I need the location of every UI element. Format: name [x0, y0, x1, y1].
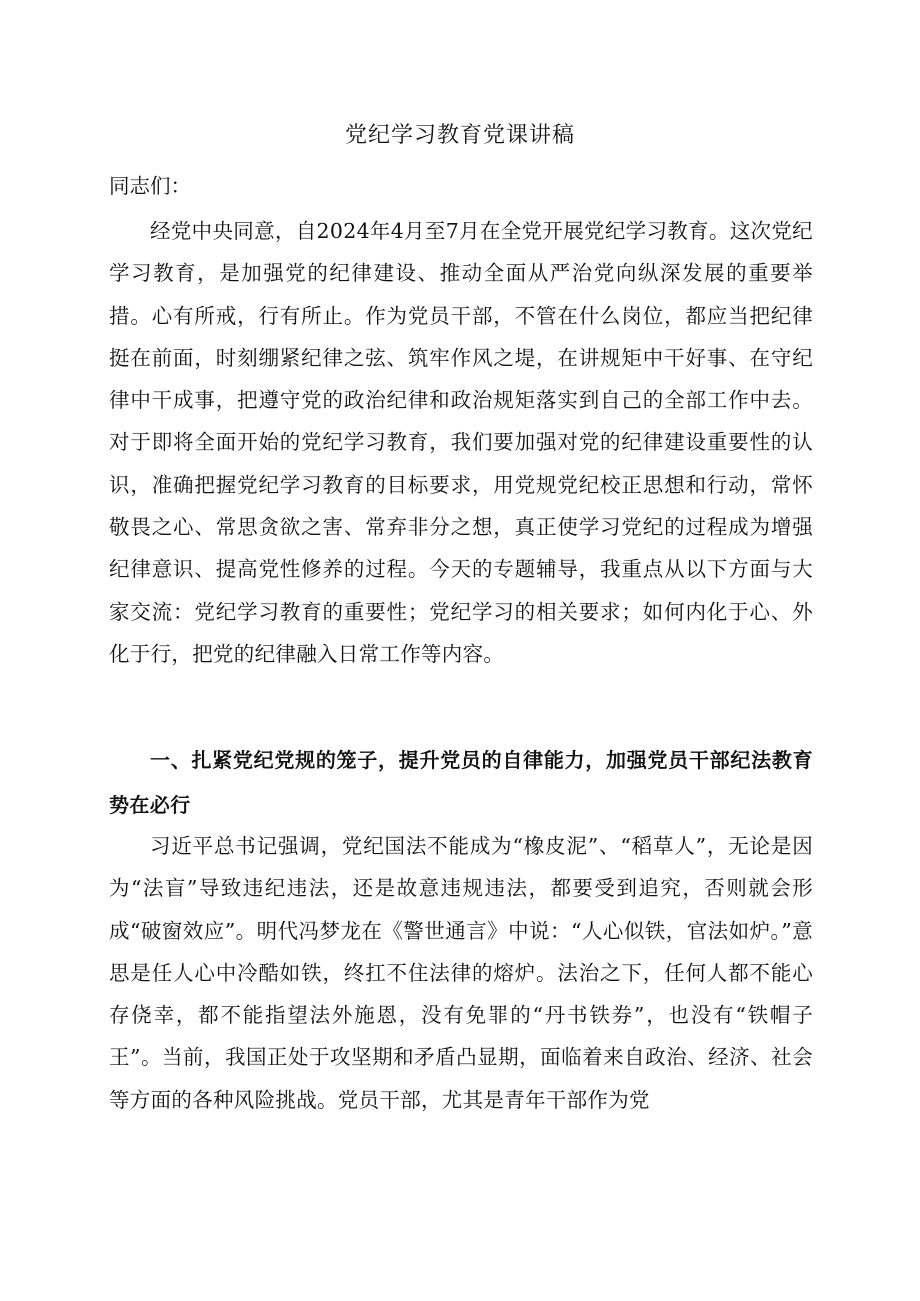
document-title: 党纪学习教育党课讲稿: [344, 123, 575, 148]
section-heading-1: 一、扎紧党纪党规的笼子，提升党员的自律能力，加强党员干部纪法教育势在必行: [109, 748, 813, 817]
paragraph-section-1: 习近平总书记强调，党纪国法不能成为“橡皮泥”、“稻草人”，无论是因为“法盲”导致违纪违法，还是故意违规违法，都要受到追究，否则就会形成“破窗效应”。明代冯梦龙在《警世通言》中说：“人心似铁，官法如炉。”意思是任人心中冷酷如铁，终扛不住法律的熔炉。法治之下，任何人都不能心存侥幸，都不能指望法外施恩，没有免罪的“丹书铁券”，也没有“铁帽子王”。当前，我国正处于攻坚期和矛盾凸显期，面临着来自政治、经济、社会等方面的各种风险挑战。党员干部，尤其是青年干部作为党: [109, 834, 813, 1112]
salutation: 同志们：: [109, 174, 191, 198]
paragraph-intro: 经党中央同意，自2024年4月至7月在全党开展党纪学习教育。这次党纪学习教育，是加强党的纪律建设、推动全面从严治党向纵深发展的重要举措。心有所戒，行有所止。作为党员干部，不管在什么岗位，都应当把纪律挺在前面，时刻绷紧纪律之弦、筑牢作风之堤，在讲规矩中干好事、在守纪律中干成事，把遵守党的政治纪律和政治规矩落实到自己的全部工作中去。对于即将全面开始的党纪学习教育，我们要加强对党的纪律建设重要性的认识，准确把握党纪学习教育的目标要求，用党规党纪校正思想和行动，常怀敬畏之心、常思贪欲之害、常弃非分之想，真正使学习党纪的过程成为增强纪律意识、提高党性修养的过程。今天的专题辅导，我重点从以下方面与大家交流：党纪学习教育的重要性；党纪学习的相关要求；如何内化于心、外化于行，把党的纪律融入日常工作等内容。: [109, 219, 813, 666]
